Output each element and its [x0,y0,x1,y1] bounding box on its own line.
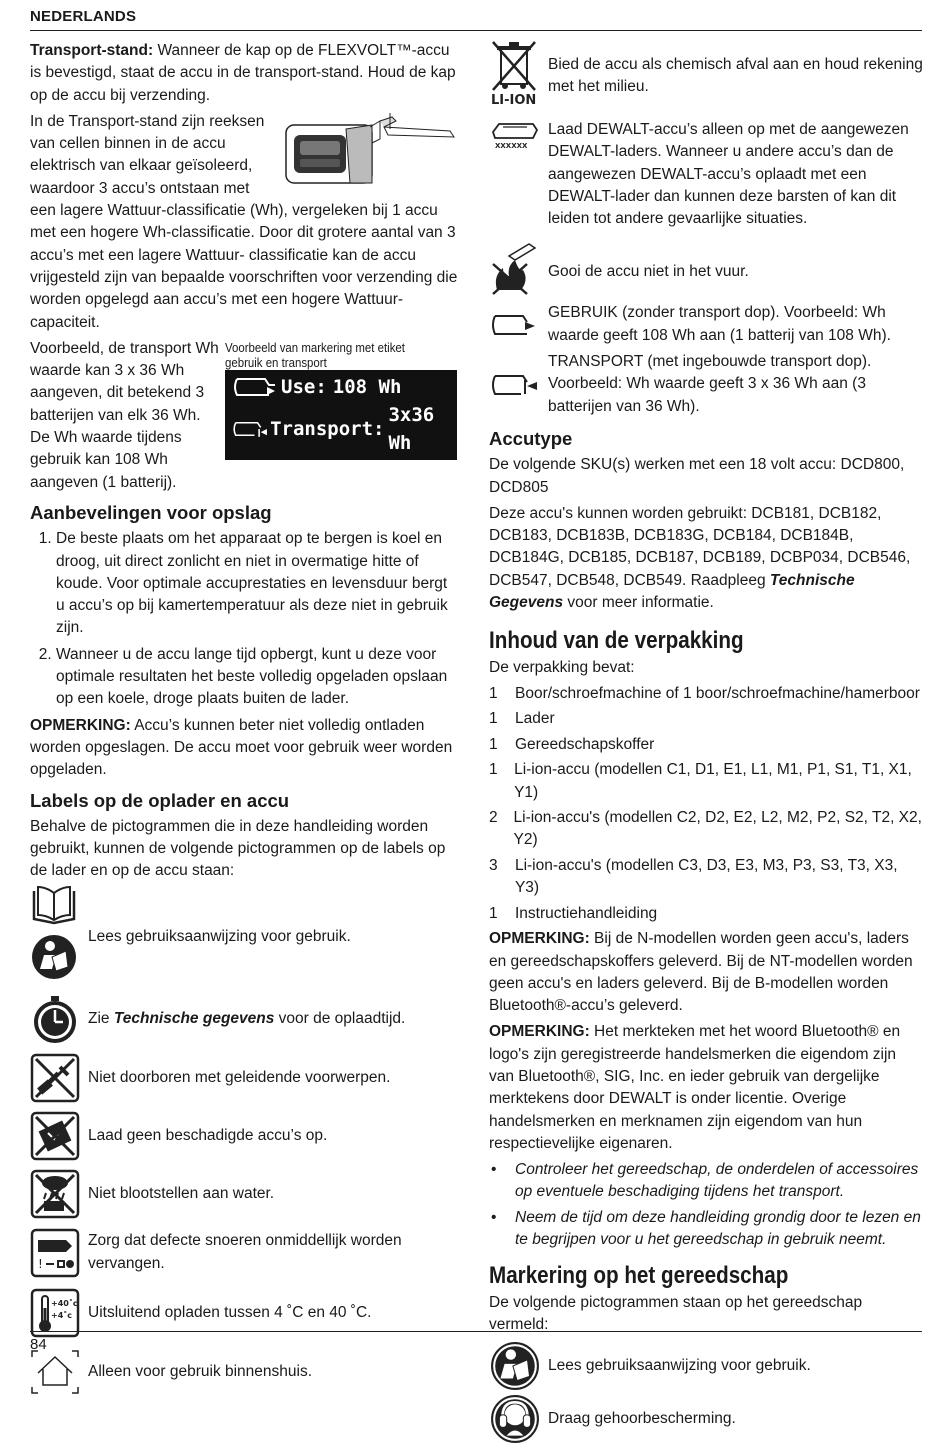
transport-stand-paragraph-2: In de Transport-stand zijn reeksen van cellen binnen in de accu elektrisch van elkaar geïsoleerd, waardoor 3 accu’s ontstaan met een lagere Wattuur-classificatie (Wh), vergeleken bij 1 accu met een hogere Wh-classificatie. Door dit grotere aantal van 3 accu’s met een lagere Wattuur- classificatie kan de accu vrijgesteld zijn van bepaalde voorschriften voor verzending die worden opgelegd aan accu’s met een hogere Wattuur-capaciteit. [30,112,458,331]
icon-row-fire [489,240,925,298]
item-quantity: 2 [489,809,498,827]
technical-data-reference: Technische Gegevens [489,571,855,612]
open-book-icon [30,885,78,925]
icon-row-use [489,302,925,347]
page-number: 84 [30,1336,47,1353]
icon-row-manual [30,889,460,985]
item-text: Li-ion-accu's (modellen C2, D2, E2, L2, M2, P2, S2, T2, X2, Y2) [513,809,922,849]
list-item [489,683,925,705]
icon-row-charger [489,116,925,230]
icon-row-no-water [30,1165,460,1223]
list-item: • Neem de tijd om deze handleiding grondig door te lezen en te begrijpen voor u het gereedschap in gebruik neemt. [515,1207,925,1252]
manual-icons [30,885,80,988]
charge-time-suffix: voor de oplaadtijd. [274,1009,406,1027]
icon-use-text: GEBRUIK (zonder transport dop). Voorbeeld: Wh waarde geeft 108 Wh aan (1 batterij van 108 Wh). [548,304,891,344]
item-quantity: 1 [489,904,498,922]
ear-protection-icon [489,1394,541,1444]
labels-intro: Behalve de pictogrammen die in deze handleiding worden gebruikt, kunnen de volgende pictogrammen op de labels op de lader en op de accu staan: [30,817,446,880]
dewalt-charger-icon [489,116,541,150]
item-text: Li-ion-accu (modellen C1, D1, E1, L1, M1, P1, S1, T1, X1, Y1) [514,761,912,801]
liion-label: LI-ION [491,93,537,108]
contents-heading: Inhoud van de verpakking [489,627,744,655]
defective-cord-icon [30,1228,80,1278]
language-label: NEDERLANDS [30,8,137,25]
labels-heading: Labels op de oplader en accu [30,789,290,811]
label-use-text: Use: [281,375,327,398]
list-item [489,734,925,756]
item-quantity: 3 [489,856,498,874]
note-text: Bij de N-modellen worden geen accu's, laders en gereedschapskoffers geleverd. Bij de NT-modellen worden geen accu's en laders geleverd. Bij de B-modellen worden Bluetooth®-accu’s geleverd. [489,930,913,1015]
transport-pack-icon [231,417,270,441]
item-text: Lader [515,710,555,728]
charge-time-prefix: Zie [88,1009,114,1027]
icon-row-indoor [30,1343,460,1401]
storage-note [30,715,460,782]
mark-ear-text: Draag gehoorbescherming. [548,1410,736,1428]
icon-row-transport [489,351,925,418]
instruction-bullets [489,1159,925,1251]
icon-row-temperature [30,1283,460,1343]
list-item [489,759,925,804]
contents-note-1 [489,928,925,1017]
icon-indoor-text: Alleen voor gebruik binnenshuis. [88,1362,313,1380]
icon-recycle-text: Bied de accu als chemisch afval aan en houd rekening met het milieu. [548,56,923,96]
contents-list [489,683,925,925]
contents-intro: De verpakking bevat: [489,658,635,676]
transport-with-cap-icon [489,368,541,402]
storage-heading: Aanbevelingen voor opslag [30,501,272,523]
label-transport-value: 3x36 Wh [388,403,435,454]
contents-note-2 [489,1021,925,1155]
storage-item: 1. De beste plaats om het apparaat op te bergen is koel en droog, uit direct zonlicht en niet in overmatige hitte of koude. Voor optimale accuprestaties en levensduur bergt u accu’s op bij kamertemperatuur als deze niet in gebruik zijn. [56,528,460,639]
label-example-caption: Voorbeeld van markering met etiket gebruik en transport [225,339,405,370]
icon-charger-text: Laad DEWALT-accu’s alleen op met de aangewezen DEWALT-laders. Wanneer u andere accu’s dan de aangewezen DEWALT-accu’s oplaadt met een DEWALT-lader dan kunnen deze barsten of kan dit leiden tot andere gevaarlijke situaties. [548,121,909,228]
item-text: Boor/schroefmachine of 1 boor/schroefmachine/hamerboor [515,684,920,702]
transport-stand-paragraph [30,40,460,107]
accutype-models: Deze accu's kunnen worden gebruikt: DCB181, DCB182, DCB183, DCB183B, DCB183G, DCB184, DCB184B, DCB184G, DCB185, DCB187, DCB189, DCBP034, DCB546, DCB547, DCB548, DCB549. Raadpleeg [489,504,911,589]
mark-manual-text: Lees gebruiksaanwijzing voor gebruik. [548,1357,811,1375]
use-transport-label [225,370,457,460]
icon-row-cords [30,1223,460,1283]
icon-transport-text: TRANSPORT (met ingebouwde transport dop). Voorbeeld: Wh waarde geeft 3 x 36 Wh aan (3 batterijen van 36 Wh). [548,353,872,415]
no-damaged-battery-icon [30,1111,80,1161]
accutype-suffix: voor meer informatie. [563,594,714,612]
item-quantity: 1 [489,710,498,728]
item-quantity: 1 [489,761,498,779]
svg-text:!: ! [38,1256,43,1271]
list-item: • Controleer het gereedschap, de onderdelen of accessoires op eventuele beschadiging tijdens het transport. [515,1159,925,1204]
note-text: Het merkteken met het woord Bluetooth® en logo's zijn geregistreerde handelsmerken die eigendom zijn van Bluetooth®, SIG, Inc. en ieder gebruik van dergelijke merktekens door DEWALT is onder licentie. Overige handelsmerken en merknamen zijn eigendom van hun respectievelijke eigenaren. [489,1023,901,1152]
no-pierce-icon [30,1053,80,1103]
item-text: Li-ion-accu's (modellen C3, D3, E3, M3, P3, S3, T3, X3, Y3) [514,856,898,897]
storage-list [30,528,460,710]
list-item [489,903,925,925]
transport-example-paragraph: Voorbeeld, de transport Wh waarde kan 3 x 36 Wh aangeven, dit betekend 3 batterijen van elk 36 Wh. De Wh waarde tijdens gebruik kan 108 Wh aangeven (1 batterij). [30,339,219,491]
temperature-high-label: +40˚c [51,1298,78,1308]
stopwatch-icon [30,994,80,1044]
label-example [225,340,460,460]
liion-recycle-bin-icon [489,40,541,108]
left-column [30,40,460,1401]
icon-row-no-damaged [30,1107,460,1165]
battery-with-cap-illustration [280,111,460,191]
label-use-row [231,373,451,401]
page-footer [30,1331,922,1353]
list-item [489,855,925,900]
icon-row-no-pierce [30,1049,460,1107]
transport-stand-term: Transport-stand: [30,42,154,59]
marking-heading: Markering op het gereedschap [489,1262,789,1290]
no-fire-icon [489,242,541,296]
charge-time-reference: Technische gegevens [113,1009,275,1027]
list-item [489,807,925,852]
charger-code-label: XXXXXX [495,142,528,150]
transport-stand-text: Wanneer de kap op de FLEXVOLT™-accu is bevestigd, staat de accu in de transport-stand. Houd de kap op de accu bij verzending. [30,42,456,104]
storage-item: 2. Wanneer u de accu lange tijd opbergt, kunt u deze voor optimale resultaten het beste volledig opgeladen opslaan op een koele, droge plaats buiten de lader. [56,644,460,711]
item-text: Gereedschapskoffer [515,735,655,753]
icon-row-recycle [489,40,925,110]
item-text: Instructiehandleiding [515,904,658,922]
note-label: OPMERKING: [489,1023,590,1041]
list-item [489,708,925,730]
icon-row-charge-time [30,989,460,1049]
read-manual-icon [30,933,78,981]
mark-row-manual [489,1340,925,1392]
note-label: OPMERKING: [489,930,590,948]
note-label: OPMERKING: [30,716,131,734]
right-column [489,40,925,1446]
label-transport-text: Transport: [270,417,385,440]
label-transport-row [231,401,451,457]
accutype-heading: Accutype [489,427,573,449]
use-no-cap-icon [489,308,541,342]
item-quantity: 1 [489,735,498,753]
accutype-paragraph-2 [489,503,925,614]
item-quantity: 1 [489,684,498,702]
icon-fire-text: Gooi de accu niet in het vuur. [548,263,749,281]
icon-no-damaged-text: Laad geen beschadigde accu’s op. [88,1126,328,1144]
icon-cords-text: Zorg dat defecte snoeren onmiddellijk worden vervangen. [88,1232,402,1272]
icon-temperature-text: Uitsluitend opladen tussen 4 ˚C en 40 ˚C. [88,1303,372,1321]
accutype-paragraph-1: De volgende SKU(s) werken met een 18 volt accu: DCD800, DCD805 [489,456,905,496]
page-header [30,8,922,31]
icon-charge-time-text [88,1008,460,1030]
indoor-use-icon [30,1347,80,1397]
marking-intro: De volgende pictogrammen staan op het gereedschap vermeld: [489,1293,863,1333]
icon-no-water-text: Niet blootstellen aan water. [88,1184,275,1202]
temperature-low-label: +4˚c [51,1310,73,1320]
note-text: Accu’s kunnen beter niet volledig ontladen worden opgeslagen. De accu moet voor gebruik weer worden opgeladen. [30,716,453,779]
label-use-value: 108 Wh [332,375,402,398]
read-manual-icon [489,1341,541,1391]
use-pack-icon [231,375,281,399]
no-water-icon [30,1169,80,1219]
icon-manual-text: Lees gebruiksaanwijzing voor gebruik. [88,927,351,945]
mark-row-ear [489,1392,925,1446]
icon-no-pierce-text: Niet doorboren met geleidende voorwerpen. [88,1068,391,1086]
